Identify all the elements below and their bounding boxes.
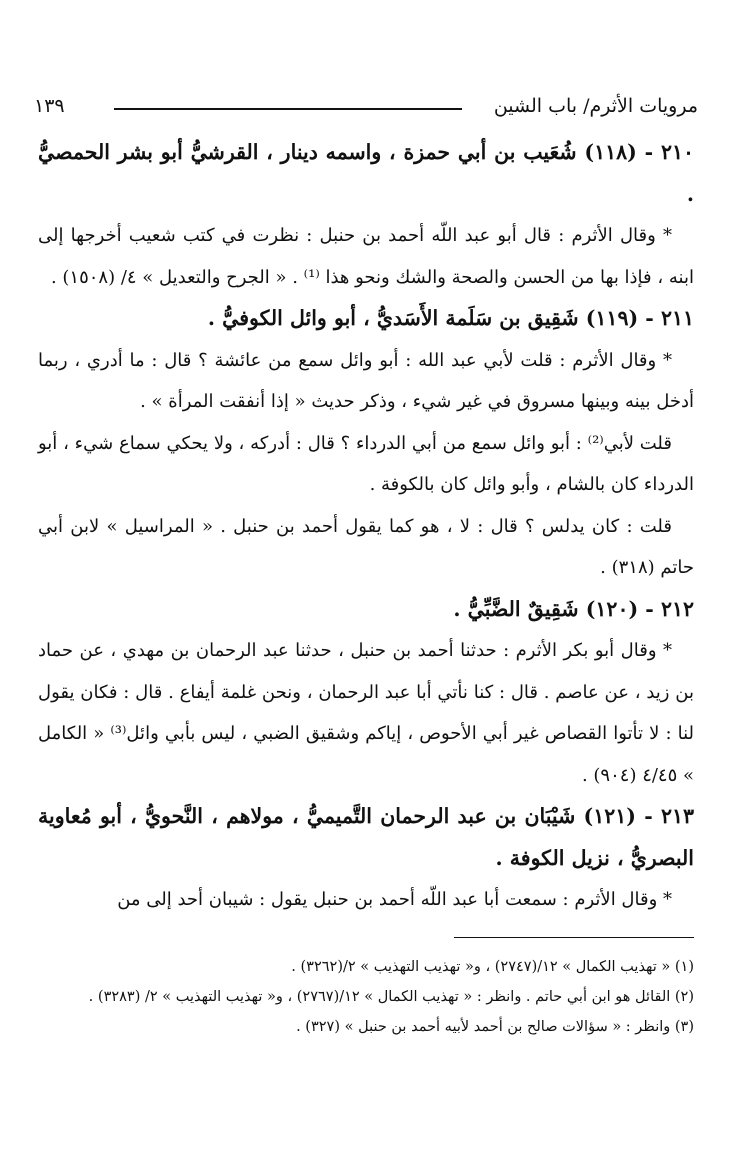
footnote-separator xyxy=(454,937,694,938)
entry-heading-213: ٢١٣ - (١٢١) شَيْبَان بن عبد الرحمان التَّميميُّ ، مولاهم ، النَّحويُّ ، أبو مُعاوية البصريُّ ، نزيل الكوفة . xyxy=(38,804,694,870)
entry-heading-212: ٢١٢ - (١٢٠) شَقِيقٌ الضَّبِّيُّ . xyxy=(453,596,694,621)
footnote-1: (١) « تهذيب الكمال » ١٢/(٢٧٤٧) ، و« تهذيب التهذيب » ٢/(٣٢٦٢) . xyxy=(291,959,694,975)
entry-paragraph: * وقال الأثرم : قلت لأبي عبد الله : أبو وائل سمع من عائشة ؟ قال : ما أدري ، ربما أدخل بينه وبينها مسروق في غير شيء ، وذكر حديث « إذا أنفقت المرأة » . xyxy=(38,349,694,412)
page-number: ١٣٩ xyxy=(34,95,65,117)
entry-paragraph: * وقال الأثرم : قال أبو عبد اللّه أحمد بن حنبل : نظرت في كتب شعيب أخرجها إلى ابنه ، فإذا بها من الحسن والصحة والشك ونحو هذا ⁽¹⁾ . « الجرح والتعديل » ٤/ (١٥٠٨) . xyxy=(38,225,694,288)
footnotes xyxy=(38,952,694,1042)
running-header xyxy=(34,92,698,122)
entry-paragraph: * وقال أبو بكر الأثرم : حدثنا أحمد بن حنبل ، حدثنا عبد الرحمان بن مهدي ، عن حماد بن زيد ، عن عاصم . قال : كنا نأتي أبا عبد الرحمان ، ونحن غلمة أيفاع . قال : فكان يقول لنا : لا تأتوا القصاص غير أبي الأحوص ، إياكم وشقيق الضبي ، ليس بأبي وائل⁽³⁾ « الكامل » ٤/٤٥ (٩٠٤) . xyxy=(38,640,695,786)
entry-paragraph: قلت لأبي⁽²⁾ : أبو وائل سمع من أبي الدرداء ؟ قال : أدركه ، ولا يحكي سماع شيء ، أبو الدرداء كان بالشام ، وأبو وائل كان بالكوفة . xyxy=(38,432,694,495)
footnote-2: (٢) القائل هو ابن أبي حاتم . وانظر : « تهذيب الكمال » ١٢/(٢٧٦٧) ، و« تهذيب التهذيب » ٢/ (٣٢٨٣) . xyxy=(88,989,694,1005)
running-title: مرويات الأثرم/ باب الشين xyxy=(493,95,698,117)
entry-heading-210: ٢١٠ - (١١٨) شُعَيب بن أبي حمزة ، واسمه دينار ، القرشيُّ أبو بشر الحمصيُّ . xyxy=(38,140,695,206)
entry-paragraph: * وقال الأثرم : سمعت أبا عبد اللّه أحمد بن حنبل يقول : شيبان أحد إلى من xyxy=(117,889,672,910)
entry-paragraph: قلت : كان يدلس ؟ قال : لا ، هو كما يقول أحمد بن حنبل . « المراسيل » لابن أبي حاتم (٣١٨) . xyxy=(38,515,694,578)
header-rule xyxy=(114,108,462,110)
footnote-3: (٣) وانظر : « سؤالات صالح بن أحمد لأبيه أحمد بن حنبل » (٣٢٧) . xyxy=(296,1019,694,1035)
main-text xyxy=(38,132,694,921)
entry-heading-211: ٢١١ - (١١٩) شَقِيق بن سَلَمة الأَسَديُّ ، أبو وائل الكوفيُّ . xyxy=(207,306,694,330)
